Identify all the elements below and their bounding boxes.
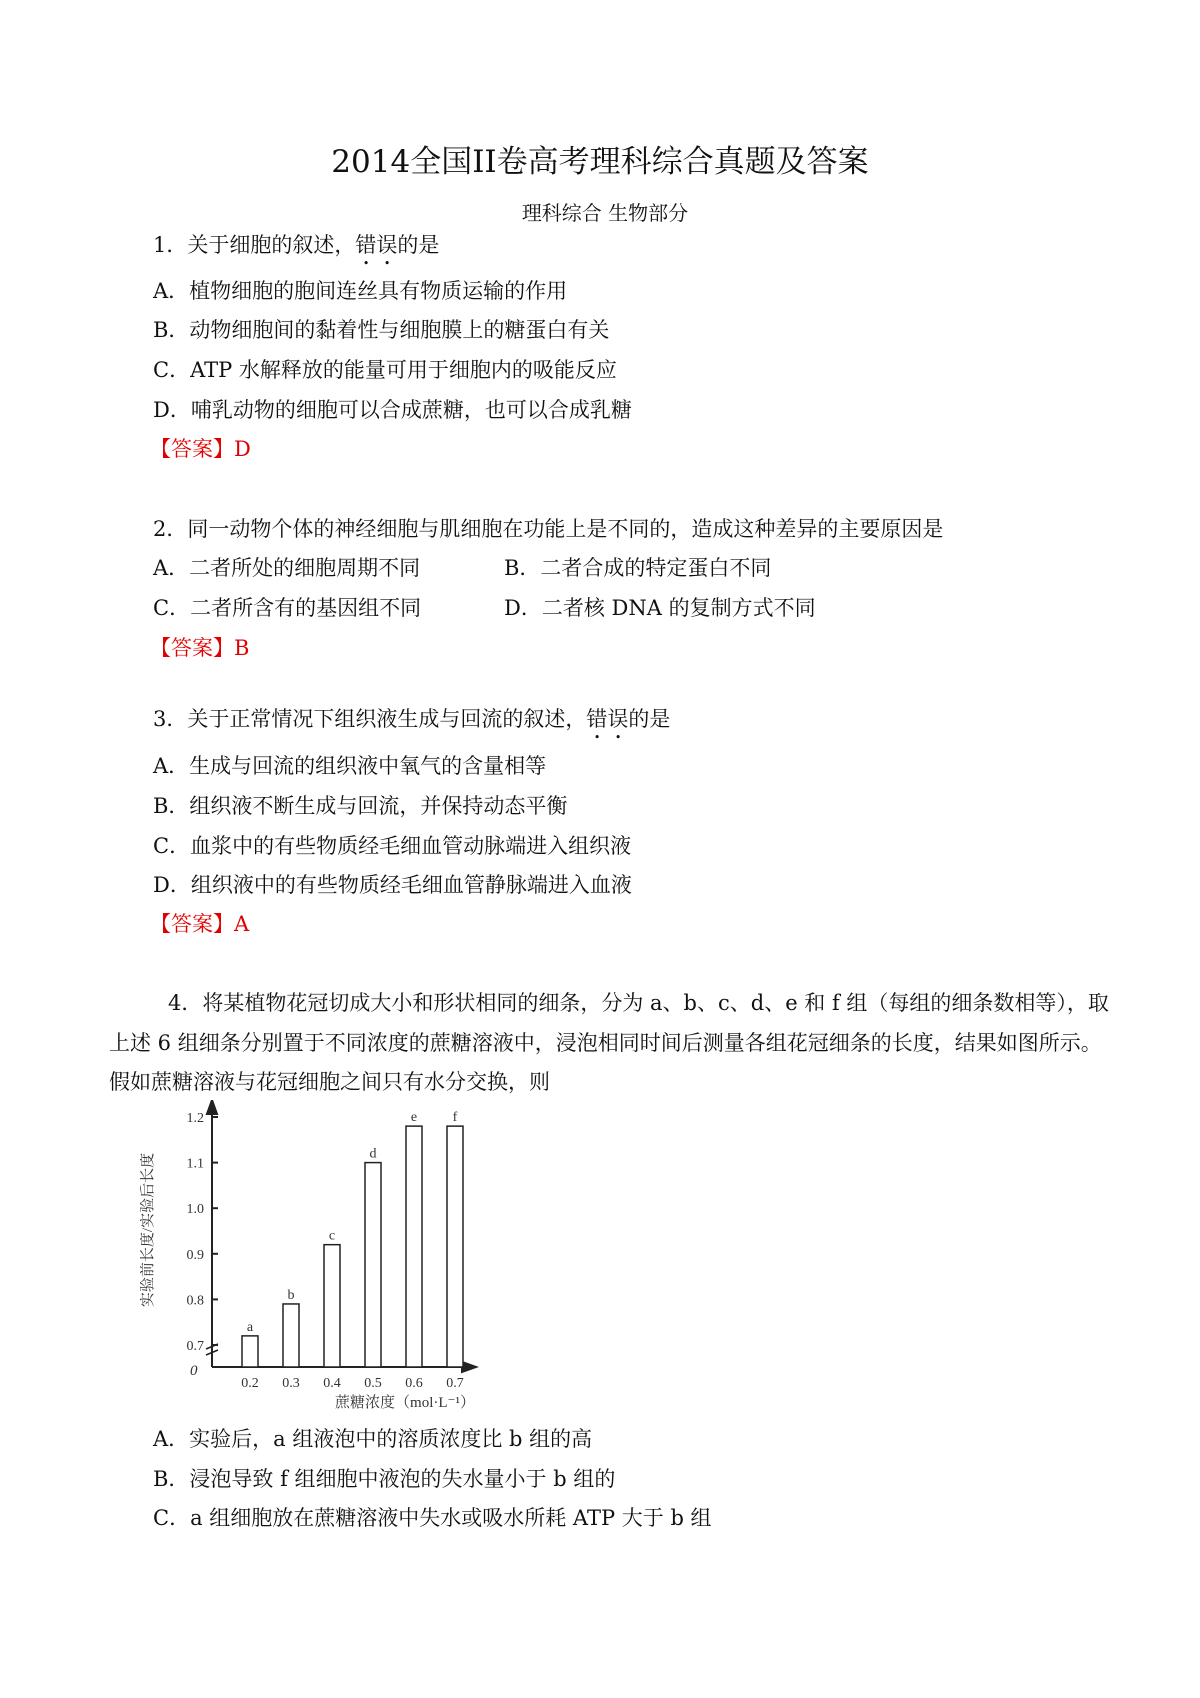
x-tick-label: 0.5 <box>364 1376 382 1391</box>
q1-stem-emphasis: 错误 <box>355 233 398 257</box>
q1-option-c: C．ATP 水解释放的能量可用于细胞内的吸能反应 <box>153 358 617 382</box>
x-tick-label: 0.7 <box>446 1376 464 1391</box>
q4-option-c: C．a 组细胞放在蔗糖溶液中失水或吸水所耗 ATP 大于 b 组 <box>153 1506 712 1530</box>
q3-option-b: B．组织液不断生成与回流，并保持动态平衡 <box>153 794 568 818</box>
answer-value: B <box>234 636 250 660</box>
q3-stem-end: 的是 <box>628 707 671 731</box>
q3-option-d: D．组织液中的有些物质经毛细血管静脉端进入血液 <box>153 873 632 897</box>
q2-option-b: B．二者合成的特定蛋白不同 <box>504 556 772 580</box>
answer-label: 【答案】 <box>150 437 234 461</box>
q2-option-a: A．二者所处的细胞周期不同 <box>153 556 421 580</box>
y-tick-label: 0.8 <box>186 1293 204 1309</box>
bar-c <box>324 1245 340 1367</box>
y-tick-label: 1.2 <box>186 1111 204 1126</box>
bar-label: c <box>328 1228 336 1244</box>
y-tick-label: 0.7 <box>186 1339 204 1354</box>
bar-label: f <box>452 1110 458 1126</box>
y-axis-arrow-icon <box>207 1100 217 1114</box>
origin-label: 0 <box>190 1363 198 1379</box>
answer-label: 【答案】 <box>150 636 234 660</box>
bar-label: b <box>287 1287 295 1303</box>
bar-e <box>406 1126 422 1367</box>
x-axis-arrow-icon <box>462 1362 476 1372</box>
x-tick-label: 0.4 <box>323 1376 341 1391</box>
x-tick-label: 0.6 <box>405 1376 423 1391</box>
answer-value: A <box>234 912 250 936</box>
y-axis-label: 实验前长度/实验后长度 <box>140 1152 156 1308</box>
bar-label: e <box>410 1110 418 1126</box>
answer-label: 【答案】 <box>150 912 234 936</box>
x-tick-label: 0.2 <box>241 1376 259 1391</box>
answer-value: D <box>234 437 251 461</box>
bar-chart <box>140 1100 540 1430</box>
q4-stem-line-3: 假如蔗糖溶液与花冠细胞之间只有水分交换，则 <box>109 1070 550 1094</box>
q2-option-d: D．二者核 DNA 的复制方式不同 <box>504 596 816 620</box>
q2-stem: 2．同一动物个体的神经细胞与肌细胞在功能上是不同的，造成这种差异的主要原因是 <box>153 517 944 541</box>
q3-stem-text: 3．关于正常情况下组织液生成与回流的叙述， <box>153 707 587 731</box>
q1-option-b: B．动物细胞间的黏着性与细胞膜上的糖蛋白有关 <box>153 318 610 342</box>
section-subtitle: 理科综合 生物部分 <box>521 201 689 225</box>
y-tick-label: 1.1 <box>186 1156 204 1172</box>
q1-stem-text: 1．关于细胞的叙述， <box>153 233 356 257</box>
bar-label: a <box>246 1319 254 1335</box>
q3-option-a: A．生成与回流的组织液中氧气的含量相等 <box>153 754 547 778</box>
page-title: 2014全国II卷高考理科综合真题及答案 <box>331 144 869 180</box>
bar-b <box>283 1304 299 1367</box>
bar-d <box>365 1163 381 1367</box>
x-axis-label: 蔗糖浓度（mol·L⁻¹） <box>335 1395 475 1411</box>
q2-option-c: C．二者所含有的基因组不同 <box>153 596 422 620</box>
x-tick-label: 0.3 <box>282 1376 300 1391</box>
q3-stem-emphasis: 错误 <box>586 707 629 731</box>
bar-f <box>447 1126 463 1367</box>
q1-stem <box>153 232 439 270</box>
q3-option-c: C．血浆中的有些物质经毛细血管动脉端进入组织液 <box>153 834 632 858</box>
y-tick-label: 0.9 <box>186 1247 204 1263</box>
q4-option-b: B．浸泡导致 f 组细胞中液泡的失水量小于 b 组的 <box>153 1467 616 1491</box>
q1-option-d: D．哺乳动物的细胞可以合成蔗糖，也可以合成乳糖 <box>153 398 632 422</box>
q2-answer <box>150 635 249 661</box>
q4-option-a: A．实验后，a 组液泡中的溶质浓度比 b 组的高 <box>153 1427 593 1451</box>
q1-option-a: A．植物细胞的胞间连丝具有物质运输的作用 <box>153 279 568 303</box>
q3-answer <box>150 911 249 937</box>
q4-stem-line-1: 4．将某植物花冠切成大小和形状相同的细条，分为 a、b、c、d、e 和 f 组（每组的细条数相等），取 <box>168 991 1109 1015</box>
q1-stem-end: 的是 <box>397 233 440 257</box>
bar-a <box>242 1336 258 1367</box>
q3-stem <box>153 706 670 744</box>
y-tick-label: 1.0 <box>186 1202 204 1218</box>
bar-label: d <box>369 1146 377 1162</box>
q1-answer <box>150 436 251 462</box>
q4-stem-line-2: 上述 6 组细条分别置于不同浓度的蔗糖溶液中，浸泡相同时间后测量各组花冠细条的长度，结果如图所示。 <box>109 1031 1102 1055</box>
